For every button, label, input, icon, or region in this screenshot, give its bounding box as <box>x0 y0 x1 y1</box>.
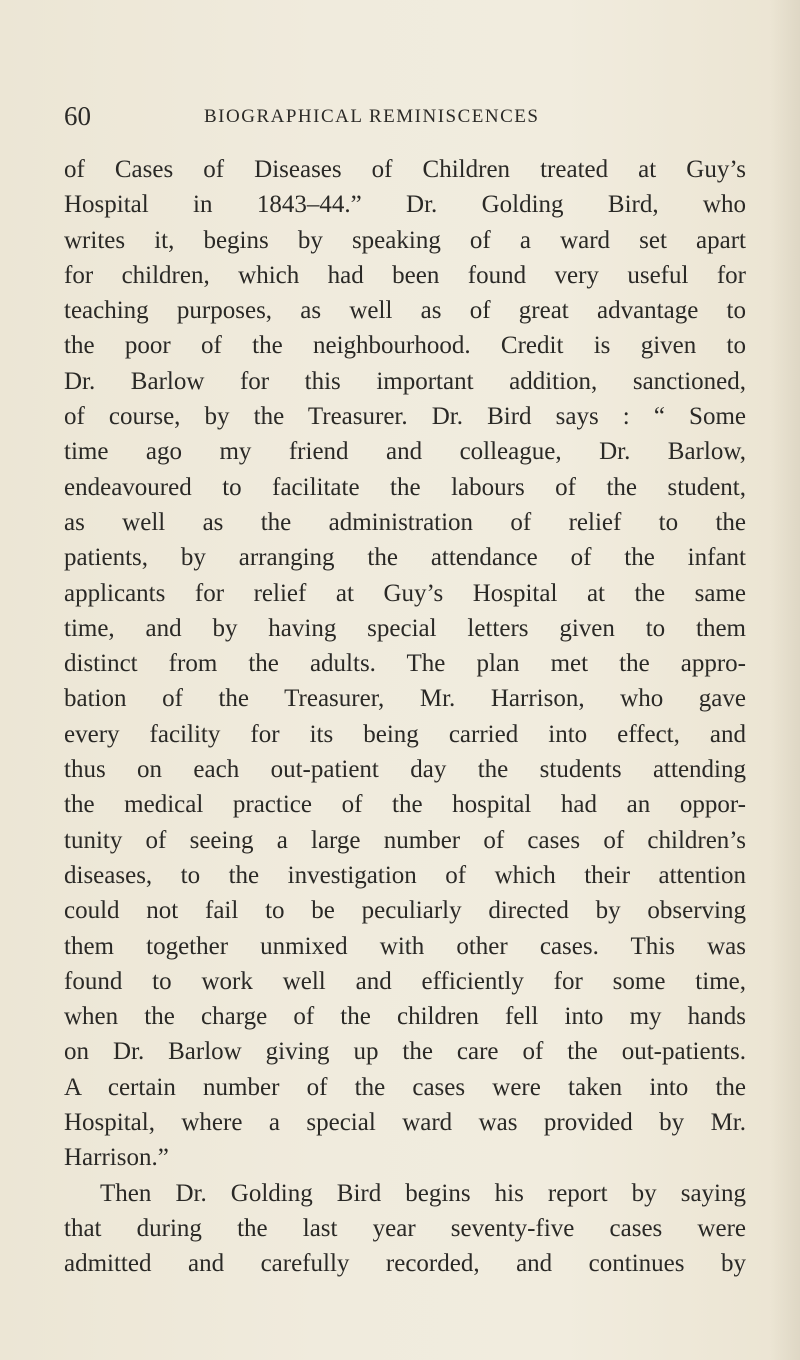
text-line: of Cases of Diseases of Children treated at Guy’s <box>64 156 746 183</box>
page-edge-shadow <box>770 0 800 1360</box>
text-line: Hospital, where a special ward was provided by Mr. <box>64 1109 746 1137</box>
page-number: 60 <box>64 101 91 131</box>
text-line: bation of the Treasurer, Mr. Harrison, who gave <box>64 685 746 713</box>
text-line: could not fail to be peculiarly directed by observing <box>64 897 746 925</box>
text-line: of course, by the Treasurer. Dr. Bird says : “ Some <box>64 403 746 431</box>
text-line: as well as the administration of relief to the <box>64 508 746 536</box>
text-line: when the charge of the children fell into my hands <box>64 1003 746 1031</box>
text-line: Hospital in 1843–44.” Dr. Golding Bird, who <box>64 191 746 219</box>
text-line: tunity of seeing a large number of cases of children’s <box>64 826 746 854</box>
text-line: admitted and carefully recorded, and continues by <box>64 1250 746 1278</box>
text-line: found to work well and efficiently for some time, <box>64 967 746 995</box>
text-line: distinct from the adults. The plan met the appro- <box>64 650 746 678</box>
text-line: teaching purposes, as well as of great advantage to <box>64 297 746 325</box>
text-line: the medical practice of the hospital had an oppor- <box>64 791 746 819</box>
text-line: A certain number of the cases were taken into the <box>64 1073 746 1101</box>
text-line: Dr. Barlow for this important addition, sanctioned, <box>64 367 746 395</box>
running-head: BIOGRAPHICAL REMINISCENCES <box>204 106 540 127</box>
text-line: every facility for its being carried into effect, and <box>64 720 746 748</box>
text-line: applicants for relief at Guy’s Hospital at the same <box>64 579 746 607</box>
text-line: for children, which had been found very useful for <box>64 261 746 289</box>
page-header <box>64 98 744 138</box>
text-line: on Dr. Barlow giving up the care of the out-patients. <box>64 1038 746 1066</box>
text-line: thus on each out-patient day the students attending <box>64 756 746 784</box>
text-line: the poor of the neighbourhood. Credit is given to <box>64 332 746 360</box>
text-line: patients, by arranging the attendance of the infant <box>64 544 746 572</box>
text-line: them together unmixed with other cases. This was <box>64 932 746 960</box>
text-line: diseases, to the investigation of which their attention <box>64 861 746 889</box>
text-line: Then Dr. Golding Bird begins his report by saying <box>100 1179 746 1207</box>
body-text <box>64 152 746 1282</box>
text-line: that during the last year seventy-five cases were <box>64 1214 746 1242</box>
text-line: time ago my friend and colleague, Dr. Barlow, <box>64 438 746 466</box>
text-line: writes it, begins by speaking of a ward set apart <box>64 226 746 254</box>
text-line: Harrison.” <box>64 1144 169 1172</box>
text-line: endeavoured to facilitate the labours of the student, <box>64 473 746 501</box>
text-line: time, and by having special letters given to them <box>64 614 746 642</box>
